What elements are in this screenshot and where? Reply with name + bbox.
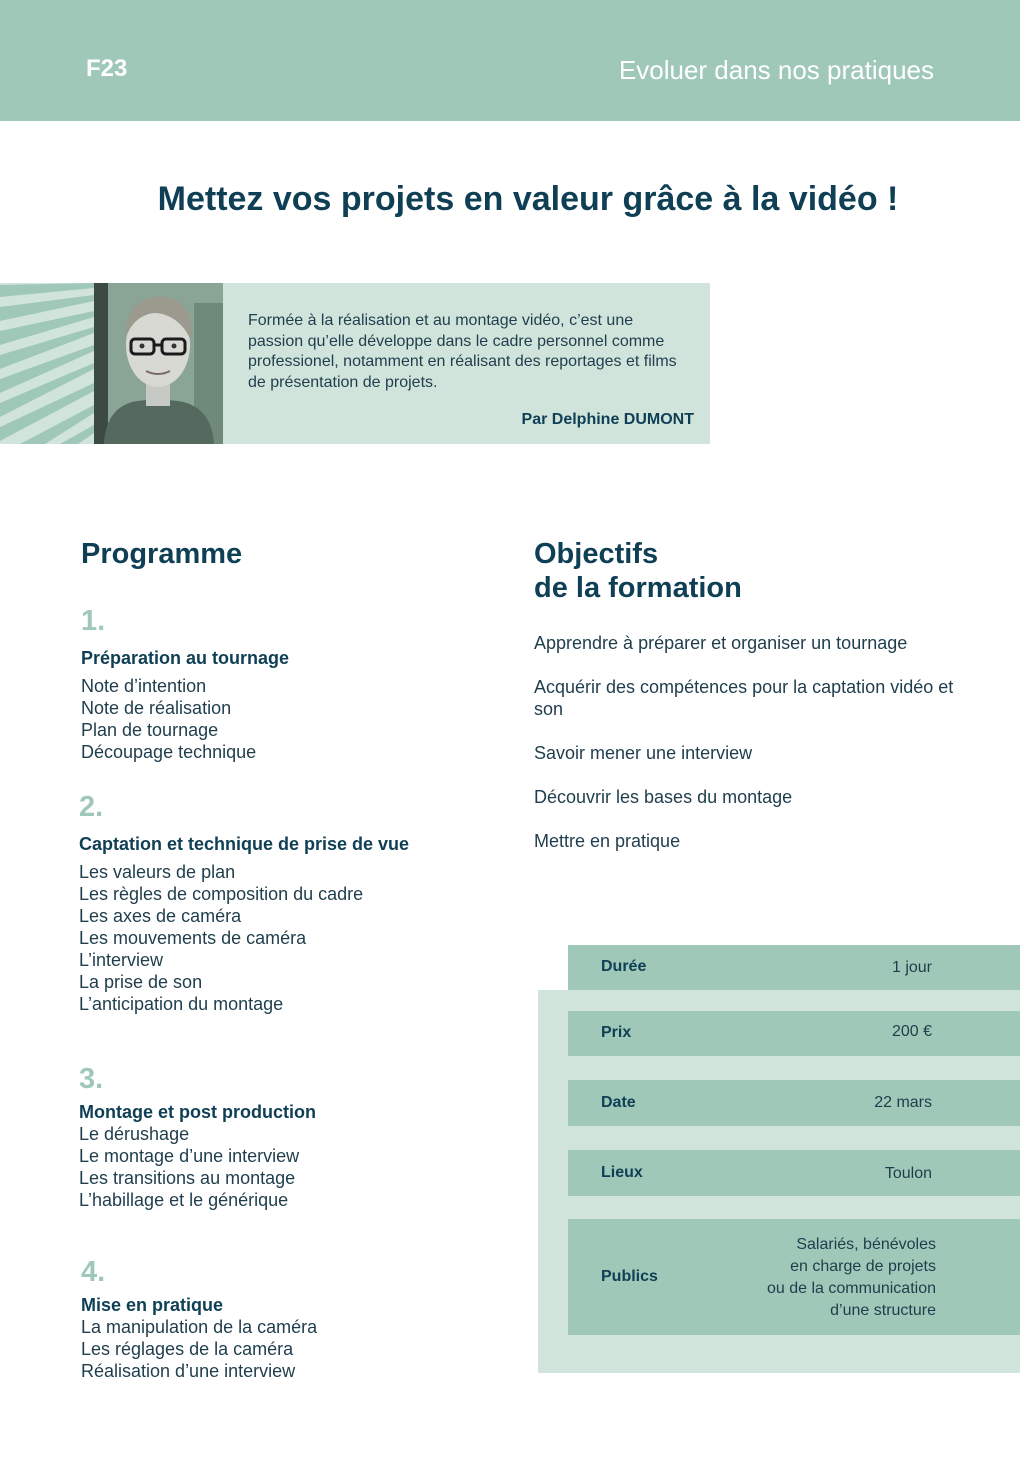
programme-section xyxy=(81,1294,317,1382)
info-row-lieux xyxy=(568,1150,1020,1196)
list-item: Les valeurs de plan xyxy=(79,862,236,882)
programme-section xyxy=(79,1101,316,1211)
bio-box xyxy=(223,283,710,444)
programme-section xyxy=(81,647,289,763)
section-number: 2. xyxy=(79,791,104,823)
objectifs-title xyxy=(534,537,742,605)
info-value: Toulon xyxy=(884,1165,932,1182)
list-item: Mettre en pratique xyxy=(534,831,681,851)
header-title: Evoluer dans nos pratiques xyxy=(618,55,934,85)
objectifs-title-line1: Objectifs xyxy=(534,538,659,570)
list-item: Les mouvements de caméra xyxy=(79,928,307,948)
info-value: 200 € xyxy=(891,1023,932,1040)
list-item: Les règles de composition du cadre xyxy=(79,884,364,904)
programme-section xyxy=(79,833,409,1015)
info-label: Prix xyxy=(601,1024,632,1041)
list-item: L’interview xyxy=(79,950,164,970)
list-item: Note d’intention xyxy=(81,676,207,696)
section-heading: Captation et technique de prise de vue xyxy=(79,834,410,854)
section-number: 4. xyxy=(81,1256,106,1288)
info-value-line: ou de la communication xyxy=(767,1280,936,1297)
list-item: Plan de tournage xyxy=(81,720,219,740)
section-heading: Mise en pratique xyxy=(81,1295,224,1315)
list-item: Les transitions au montage xyxy=(79,1168,296,1188)
section-heading: Montage et post production xyxy=(79,1102,316,1122)
list-item: L’anticipation du montage xyxy=(79,994,284,1014)
list-item: Les réglages de la caméra xyxy=(81,1339,294,1359)
info-value: 1 jour xyxy=(891,959,932,976)
list-item: Réalisation d’une interview xyxy=(81,1361,296,1381)
bio-text: Formée à la réalisation et au montage vidéo, c’est une passion qu’elle développe dans le cadre personnel comme professionel, notamment en réalisant des reportages et films de présentation de projets. xyxy=(248,312,677,391)
stripes-decoration xyxy=(0,283,94,444)
page-title: Mettez vos projets en valeur grâce à la vidéo ! xyxy=(157,180,899,218)
list-item: L’habillage et le générique xyxy=(79,1190,289,1210)
list-item: Les axes de caméra xyxy=(79,906,242,926)
list-item: La prise de son xyxy=(79,972,203,992)
info-label: Publics xyxy=(601,1268,658,1285)
programme-title: Programme xyxy=(81,538,243,570)
list-item: Le montage d’une interview xyxy=(79,1146,300,1166)
list-item: Découpage technique xyxy=(81,742,257,762)
info-label: Date xyxy=(601,1094,636,1111)
list-item: Acquérir des compétences pour la captation vidéo et son xyxy=(534,677,954,719)
list-item: Découvrir les bases du montage xyxy=(534,787,793,807)
info-row-date xyxy=(568,1080,1020,1126)
section-heading: Préparation au tournage xyxy=(81,648,290,668)
info-value-line: Salariés, bénévoles xyxy=(796,1236,936,1253)
info-label: Durée xyxy=(601,958,647,975)
list-item: Savoir mener une interview xyxy=(534,743,753,763)
info-value-line: d’une structure xyxy=(830,1302,936,1319)
info-row-publics xyxy=(568,1219,1020,1335)
section-number: 1. xyxy=(81,605,106,637)
list-item: Apprendre à préparer et organiser un tournage xyxy=(534,633,908,653)
info-row-duree xyxy=(568,945,1020,990)
info-value: 22 mars xyxy=(874,1094,932,1111)
info-value xyxy=(767,1234,936,1322)
info-value-line: en charge de projets xyxy=(790,1258,936,1275)
portrait-photo xyxy=(94,283,223,444)
bio-author: Par Delphine DUMONT xyxy=(521,411,694,428)
list-item: La manipulation de la caméra xyxy=(81,1317,318,1337)
section-number: 3. xyxy=(79,1063,104,1095)
list-item: Note de réalisation xyxy=(81,698,232,718)
header-band xyxy=(0,0,1020,121)
objectifs-title-line2: de la formation xyxy=(534,572,742,604)
info-row-prix xyxy=(568,1011,1020,1056)
list-item: Le dérushage xyxy=(79,1124,190,1144)
objectifs-list xyxy=(534,632,954,874)
course-code: F23 xyxy=(86,55,128,82)
info-label: Lieux xyxy=(601,1164,643,1181)
